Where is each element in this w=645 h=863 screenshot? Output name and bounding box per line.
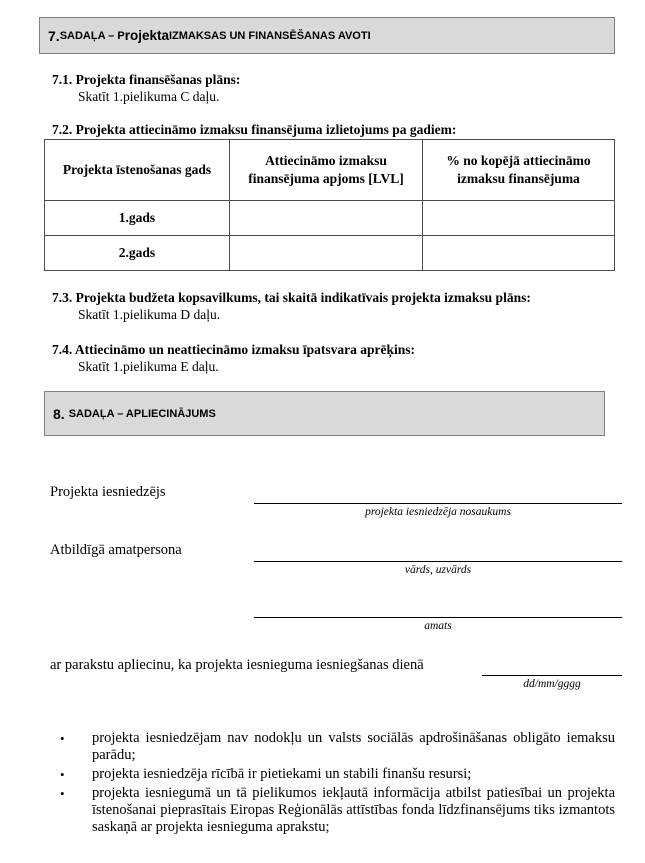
- row-amount-cell[interactable]: [230, 236, 423, 271]
- subsection-7-1-text: Skatīt 1.pielikuma C daļu.: [78, 89, 220, 104]
- list-item-text: projekta iesniegumā un tā pielikumos iekļautā informācija atbilst patiesībai un projekta īstenošanai pieprasītais Eiropas Reģionālās attīstības fonda līdzfinansējums tiks izmantots saskaņā ar projekta iesnieguma aprakstu;: [92, 785, 615, 835]
- subsection-7-4-title: 7.4. Attiecināmo un neattiecināmo izmaksu īpatsvara aprēķins:: [52, 342, 415, 357]
- date-hint: dd/mm/gggg: [523, 678, 581, 690]
- applicant-hint: projekta iesniedzēja nosaukums: [365, 506, 511, 518]
- declarations-list: [52, 730, 615, 838]
- row-year: 1.gads: [45, 201, 230, 236]
- subsection-7-4-text: Skatīt 1.pielikuma E daļu.: [78, 359, 219, 374]
- col-header-year: Projekta īstenošanas gads: [45, 140, 230, 201]
- subsection-7-3-text: Skatīt 1.pielikuma D daļu.: [78, 307, 221, 322]
- section-8-header: [44, 391, 605, 436]
- subsection-7-1-title: 7.1. Projekta finansēšanas plāns:: [52, 72, 241, 87]
- row-amount-cell[interactable]: [230, 201, 423, 236]
- col-header-amount: Attiecināmo izmaksu finansējuma apjoms [LVL]: [230, 140, 423, 201]
- list-item-text: projekta iesniedzējam nav nodokļu un valsts sociālās apdrošināšanas obligāto iemaksu parādu;: [92, 730, 615, 763]
- list-item: [52, 766, 615, 783]
- bullet-icon: •: [60, 767, 65, 782]
- applicant-line[interactable]: [254, 503, 622, 504]
- bullet-icon: •: [60, 786, 65, 801]
- subsection-7-3-title: 7.3. Projekta budžeta kopsavilkums, tai skaitā indikatīvais projekta izmaksu plāns:: [52, 290, 531, 305]
- list-item-text: projekta iesniedzēja rīcībā ir pietiekami un stabili finanšu resursi;: [92, 766, 472, 782]
- table-row: [45, 236, 615, 271]
- row-percent-cell[interactable]: [423, 201, 615, 236]
- section-7-number: 7.: [48, 27, 60, 44]
- list-item: [52, 785, 615, 836]
- name-hint: vārds, uzvārds: [404, 564, 472, 576]
- section-7-label: SADAĻA – P: [59, 29, 125, 42]
- name-line[interactable]: [254, 561, 622, 562]
- table-header-row: [45, 140, 615, 201]
- attestation-text: ar parakstu apliecinu, ka projekta iesnieguma iesniegšanas dienā: [50, 657, 424, 673]
- financing-table: [44, 139, 615, 271]
- date-line[interactable]: [482, 675, 622, 676]
- subsection-7-2-title: 7.2. Projekta attiecināmo izmaksu finansējuma izlietojums pa gadiem:: [52, 122, 457, 137]
- col-header-percent: % no kopējā attiecināmo izmaksu finansējuma: [423, 140, 615, 201]
- position-hint: amats: [424, 620, 452, 632]
- section-7-title: rojekta: [124, 28, 169, 43]
- row-year: 2.gads: [45, 236, 230, 271]
- section-8-label: SADAĻA – A: [68, 407, 134, 420]
- official-label: Atbildīgā amatpersona: [50, 542, 182, 558]
- list-item: [52, 730, 615, 764]
- position-line[interactable]: [254, 617, 622, 618]
- row-percent-cell[interactable]: [423, 236, 615, 271]
- section-7-title-rest: IZMAKSAS UN FINANSĒŠANAS AVOTI: [168, 29, 371, 42]
- section-8-title-rest: PLIECINĀJUMS: [133, 407, 216, 420]
- applicant-label: Projekta iesniedzējs: [50, 484, 166, 500]
- section-8-number: 8.: [53, 405, 65, 422]
- table-row: [45, 201, 615, 236]
- section-7-header: [39, 17, 615, 54]
- bullet-icon: •: [60, 731, 65, 746]
